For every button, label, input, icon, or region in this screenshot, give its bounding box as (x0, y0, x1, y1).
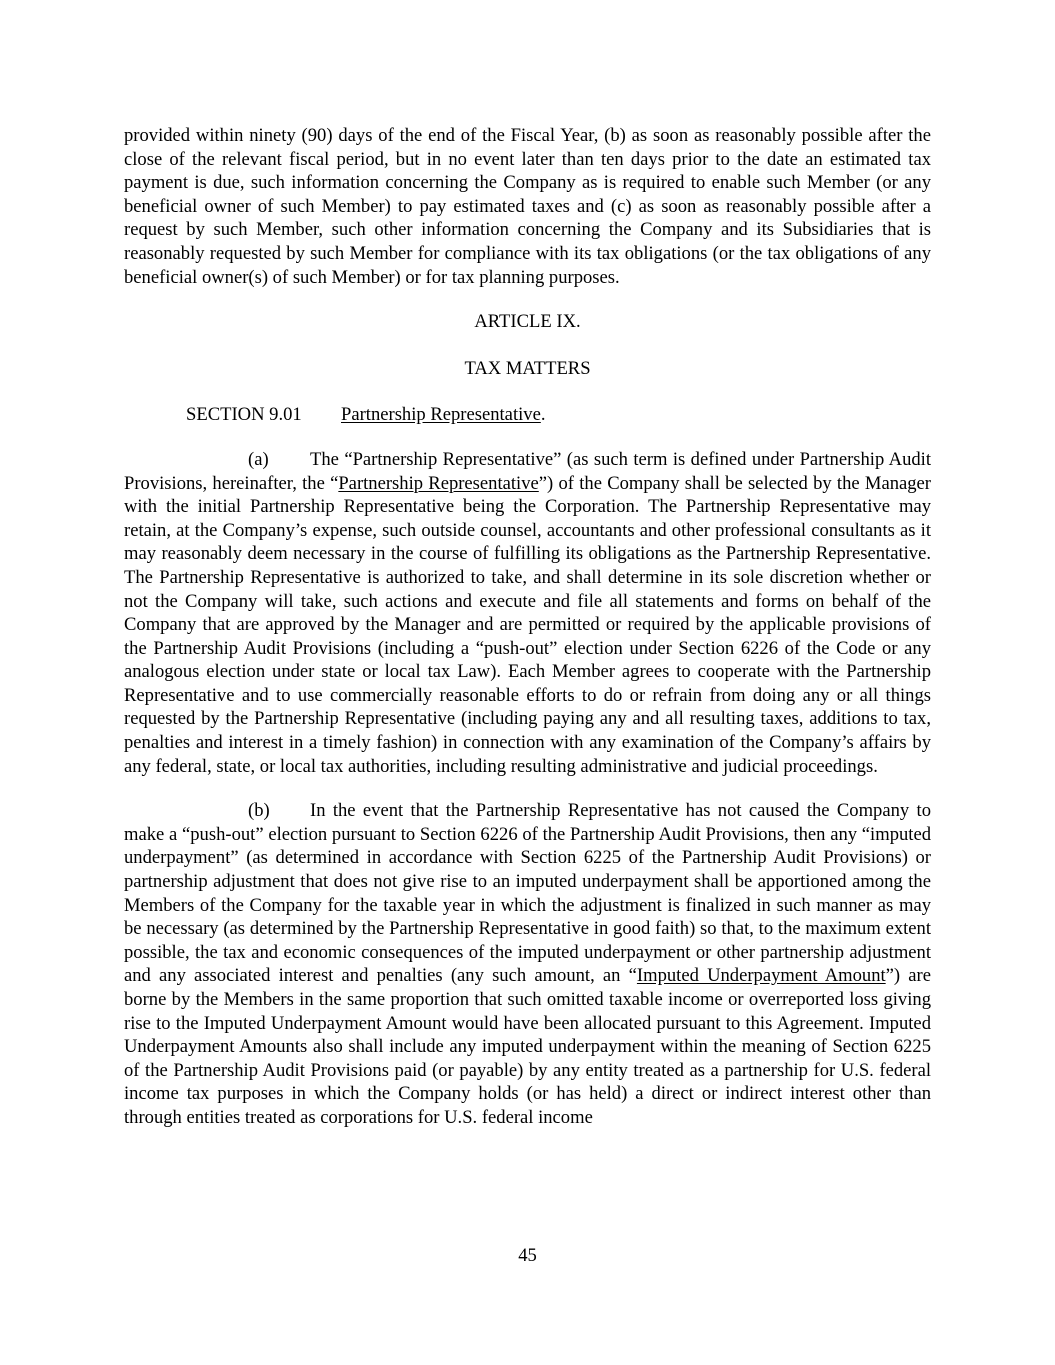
document-page (124, 124, 931, 1130)
paragraph-a-text-2: ”) of the Company shall be selected by the Manager with the initial Partnership Representative being the Corporation. The Partnership Representative may retain, at the Company’s expense, such outside counsel, accountants and other professional consultants as it may reasonably deem necessary in the course of fulfilling its obligations as the Partnership Representative. The Partnership Representative is authorized to take, and shall determine in its sole discretion whether or not the Company will take, such actions and execute and file all statements and forms on behalf of the Company that are approved by the Manager and are permitted or required by the applicable provisions of the Partnership Audit Provisions (including a “push-out” election under Section 6226 of the Code or any analogous election under state or local tax Law). Each Member agrees to cooperate with the Partnership Representative and to use commercially reasonable efforts to do or refrain from doing any or all things requested by the Partnership Representative (including paying any and all resulting taxes, additions to tax, penalties and interest in a timely fashion) in connection with any examination of the Company’s affairs by any federal, state, or local tax authorities, including resulting administrative and judicial proceedings. (124, 472, 931, 777)
article-title: TAX MATTERS (464, 357, 591, 379)
paragraph-b (124, 799, 931, 1129)
paragraph-a-label: (a) (248, 448, 269, 470)
paragraph-a (124, 448, 931, 778)
section-title: Partnership Representative (341, 404, 541, 426)
defined-term-imputed-underpayment-amount: Imputed Underpayment Amount (636, 965, 886, 987)
paragraph-a-text-1: The “Partnership Representative” (as such term is defined under Partnership Audit Provisions, hereinafter, the “ (124, 448, 931, 494)
paragraph-b-text-1: In the event that the Partnership Representative has not caused the Company to make a “push-out” election pursuant to Section 6226 of the Partnership Audit Provisions, then any “imputed underpayment” (as determined in accordance with Section 6225 of the Partnership Audit Provisions) or partnership adjustment that does not give rise to an imputed underpayment shall be apportioned among the Members of the Company for the taxable year in which the adjustment is finalized in such manner as may be necessary (as determined by the Partnership Representative in good faith) so that, to the maximum extent possible, the tax and economic consequences of the imputed underpayment or other partnership adjustment and any associated interest and penalties (any such amount, an “ (124, 800, 931, 987)
continued-paragraph: provided within ninety (90) days of the end of the Fiscal Year, (b) as soon as reasonably possible after the close of the relevant fiscal period, but in no event later than ten days prior to the date an estimated tax payment is due, such information concerning the Company as is required to enable such Member (or any beneficial owner of such Member) to pay estimated taxes and (c) as soon as reasonably possible after a request by such Member, such other information concerning the Company and its Subsidiaries that is reasonably requested by such Member for compliance with its tax obligations (or the tax obligations of any beneficial owner(s) of such Member) or for tax planning purposes. (124, 125, 931, 288)
article-heading: ARTICLE IX. (474, 311, 581, 333)
section-number: SECTION 9.01 (186, 404, 302, 426)
paragraph-b-text-2: ”) are borne by the Members in the same proportion that such omitted taxable income or overreported loss giving rise to the Imputed Underpayment Amount would have been allocated pursuant to this Agreement. Imputed Underpayment Amounts also shall include any imputed underpayment within the meaning of Section 6225 of the Partnership Audit Provisions paid (or payable) by any entity treated as a partnership for U.S. federal income tax purposes in which the Company holds (or has held) a direct or indirect interest other than through entities treated as corporations for U.S. federal income (124, 965, 931, 1128)
page-number: 45 (518, 1245, 537, 1266)
section-title-suffix: . (540, 404, 546, 426)
section-heading (124, 403, 931, 427)
defined-term-partnership-representative: Partnership Representative (338, 472, 539, 494)
paragraph-b-label: (b) (248, 800, 270, 822)
